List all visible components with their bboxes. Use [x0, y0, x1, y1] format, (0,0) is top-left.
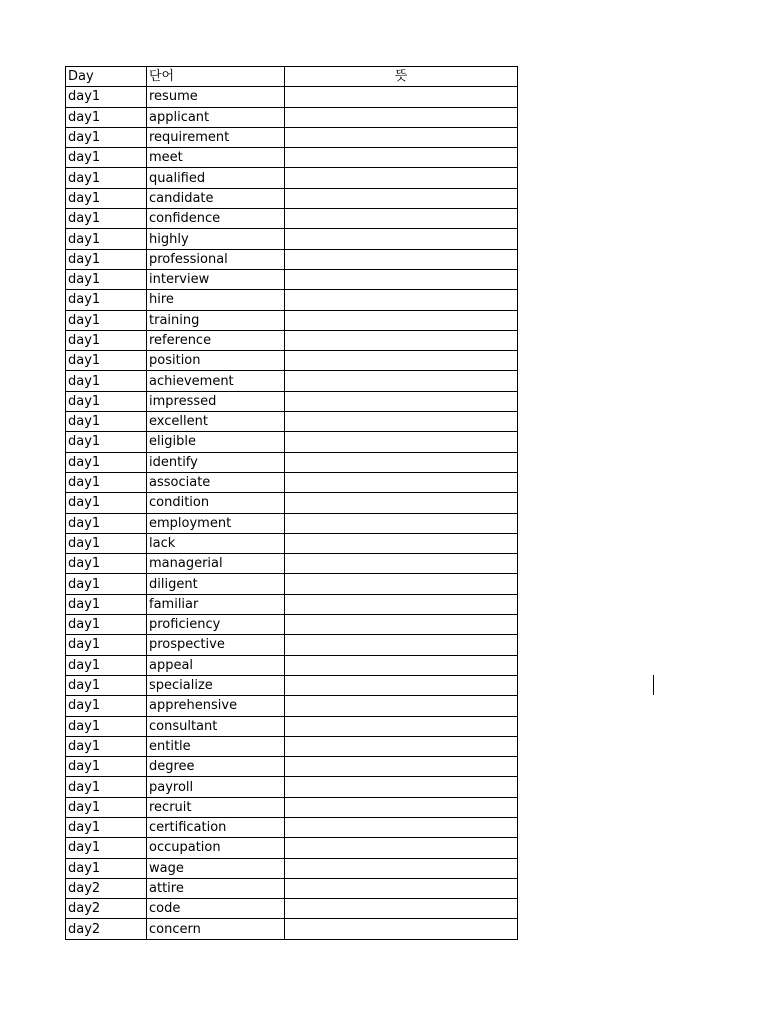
day-cell[interactable]: day2 [66, 878, 147, 898]
meaning-cell[interactable] [285, 412, 518, 432]
day-cell[interactable]: day1 [66, 838, 147, 858]
day-cell[interactable]: day1 [66, 493, 147, 513]
day-cell[interactable]: day1 [66, 371, 147, 391]
table-row [66, 269, 518, 289]
word-cell[interactable]: professional [147, 249, 285, 269]
table-row [66, 493, 518, 513]
word-cell[interactable]: lack [147, 533, 285, 553]
table-row [66, 878, 518, 898]
meaning-cell[interactable] [285, 878, 518, 898]
table-row [66, 817, 518, 837]
word-cell[interactable]: degree [147, 757, 285, 777]
meaning-cell[interactable] [285, 858, 518, 878]
day-cell[interactable]: day1 [66, 655, 147, 675]
table-row [66, 919, 518, 939]
word-cell[interactable]: managerial [147, 554, 285, 574]
meaning-cell[interactable] [285, 615, 518, 635]
meaning-cell[interactable] [285, 554, 518, 574]
table-row [66, 533, 518, 553]
word-cell[interactable]: condition [147, 493, 285, 513]
day-cell[interactable]: day1 [66, 168, 147, 188]
day-cell[interactable]: day1 [66, 817, 147, 837]
table-row [66, 797, 518, 817]
meaning-cell[interactable] [285, 168, 518, 188]
table-row [66, 675, 518, 695]
table-row [66, 290, 518, 310]
word-cell[interactable]: familiar [147, 594, 285, 614]
word-cell[interactable]: employment [147, 513, 285, 533]
day-cell[interactable]: day1 [66, 858, 147, 878]
table-row [66, 655, 518, 675]
word-cell[interactable]: proficiency [147, 615, 285, 635]
day-cell[interactable]: day1 [66, 472, 147, 492]
table-row [66, 472, 518, 492]
meaning-cell[interactable] [285, 188, 518, 208]
word-cell[interactable]: training [147, 310, 285, 330]
meaning-cell[interactable] [285, 675, 518, 695]
table-row [66, 757, 518, 777]
day-cell[interactable]: day1 [66, 777, 147, 797]
table-row [66, 452, 518, 472]
table-row [66, 209, 518, 229]
day-cell[interactable]: day1 [66, 87, 147, 107]
day-cell[interactable]: day1 [66, 188, 147, 208]
table-row [66, 127, 518, 147]
word-cell[interactable]: payroll [147, 777, 285, 797]
day-cell[interactable]: day1 [66, 290, 147, 310]
word-cell[interactable]: position [147, 351, 285, 371]
meaning-cell[interactable] [285, 290, 518, 310]
day-cell[interactable]: day1 [66, 229, 147, 249]
meaning-cell[interactable] [285, 899, 518, 919]
table-row [66, 249, 518, 269]
vocabulary-table [65, 66, 518, 940]
meaning-cell[interactable] [285, 655, 518, 675]
word-cell[interactable]: eligible [147, 432, 285, 452]
word-cell[interactable]: excellent [147, 412, 285, 432]
word-cell[interactable]: achievement [147, 371, 285, 391]
day-cell[interactable]: day1 [66, 757, 147, 777]
meaning-cell[interactable] [285, 472, 518, 492]
day-cell[interactable]: day1 [66, 127, 147, 147]
word-cell[interactable]: interview [147, 269, 285, 289]
table-row [66, 736, 518, 756]
word-cell[interactable]: occupation [147, 838, 285, 858]
meaning-cell[interactable] [285, 716, 518, 736]
day-cell[interactable]: day1 [66, 330, 147, 350]
word-cell[interactable]: entitle [147, 736, 285, 756]
meaning-cell[interactable] [285, 269, 518, 289]
table-row [66, 371, 518, 391]
word-cell[interactable]: specialize [147, 675, 285, 695]
day-cell[interactable]: day2 [66, 919, 147, 939]
meaning-cell[interactable] [285, 817, 518, 837]
table-row [66, 594, 518, 614]
table-row [66, 635, 518, 655]
word-cell[interactable]: attire [147, 878, 285, 898]
day-cell[interactable]: day1 [66, 574, 147, 594]
meaning-cell[interactable] [285, 513, 518, 533]
day-cell[interactable]: day1 [66, 452, 147, 472]
table-row [66, 229, 518, 249]
meaning-cell[interactable] [285, 452, 518, 472]
table-row [66, 838, 518, 858]
table-row [66, 310, 518, 330]
day-cell[interactable]: day1 [66, 594, 147, 614]
word-cell[interactable]: associate [147, 472, 285, 492]
header-day: Day [66, 67, 147, 87]
meaning-cell[interactable] [285, 757, 518, 777]
word-cell[interactable]: identify [147, 452, 285, 472]
day-cell[interactable]: day2 [66, 899, 147, 919]
word-cell[interactable]: hire [147, 290, 285, 310]
day-cell[interactable]: day1 [66, 635, 147, 655]
header-word: 단어 [147, 67, 285, 87]
header-meaning: 뜻 [285, 67, 518, 87]
table-row [66, 858, 518, 878]
word-cell[interactable]: consultant [147, 716, 285, 736]
word-cell[interactable]: confidence [147, 209, 285, 229]
table-row [66, 391, 518, 411]
meaning-cell[interactable] [285, 493, 518, 513]
word-cell[interactable]: prospective [147, 635, 285, 655]
table-row [66, 188, 518, 208]
table-row [66, 777, 518, 797]
day-cell[interactable]: day1 [66, 351, 147, 371]
table-row [66, 148, 518, 168]
table-row [66, 899, 518, 919]
meaning-cell[interactable] [285, 87, 518, 107]
table-header-row [66, 67, 518, 87]
table-row [66, 330, 518, 350]
word-cell[interactable]: qualified [147, 168, 285, 188]
word-cell[interactable]: reference [147, 330, 285, 350]
meaning-cell[interactable] [285, 310, 518, 330]
meaning-cell[interactable] [285, 838, 518, 858]
meaning-cell[interactable] [285, 432, 518, 452]
meaning-cell[interactable] [285, 777, 518, 797]
day-cell[interactable]: day1 [66, 148, 147, 168]
day-cell[interactable]: day1 [66, 615, 147, 635]
day-cell[interactable]: day1 [66, 107, 147, 127]
word-cell[interactable]: concern [147, 919, 285, 939]
meaning-cell[interactable] [285, 574, 518, 594]
word-cell[interactable]: resume [147, 87, 285, 107]
word-cell[interactable]: wage [147, 858, 285, 878]
day-cell[interactable]: day1 [66, 310, 147, 330]
day-cell[interactable]: day1 [66, 412, 147, 432]
table-row [66, 716, 518, 736]
table-row [66, 168, 518, 188]
word-cell[interactable]: apprehensive [147, 696, 285, 716]
meaning-cell[interactable] [285, 107, 518, 127]
table-row [66, 554, 518, 574]
table-row [66, 107, 518, 127]
word-cell[interactable]: applicant [147, 107, 285, 127]
meaning-cell[interactable] [285, 229, 518, 249]
day-cell[interactable]: day1 [66, 432, 147, 452]
day-cell[interactable]: day1 [66, 391, 147, 411]
meaning-cell[interactable] [285, 371, 518, 391]
meaning-cell[interactable] [285, 696, 518, 716]
word-cell[interactable]: requirement [147, 127, 285, 147]
text-cursor [653, 675, 654, 695]
meaning-cell[interactable] [285, 209, 518, 229]
word-cell[interactable]: candidate [147, 188, 285, 208]
day-cell[interactable]: day1 [66, 716, 147, 736]
meaning-cell[interactable] [285, 391, 518, 411]
meaning-cell[interactable] [285, 148, 518, 168]
table-row [66, 615, 518, 635]
meaning-cell[interactable] [285, 249, 518, 269]
meaning-cell[interactable] [285, 797, 518, 817]
table-row [66, 432, 518, 452]
table-row [66, 351, 518, 371]
meaning-cell[interactable] [285, 736, 518, 756]
table-row [66, 87, 518, 107]
table-row [66, 412, 518, 432]
word-cell[interactable]: diligent [147, 574, 285, 594]
day-cell[interactable]: day1 [66, 797, 147, 817]
day-cell[interactable]: day1 [66, 249, 147, 269]
word-cell[interactable]: meet [147, 148, 285, 168]
meaning-cell[interactable] [285, 330, 518, 350]
table-body [66, 87, 518, 939]
word-cell[interactable]: code [147, 899, 285, 919]
day-cell[interactable]: day1 [66, 696, 147, 716]
day-cell[interactable]: day1 [66, 533, 147, 553]
word-cell[interactable]: appeal [147, 655, 285, 675]
table-row [66, 696, 518, 716]
day-cell[interactable]: day1 [66, 736, 147, 756]
table-row [66, 574, 518, 594]
day-cell[interactable]: day1 [66, 675, 147, 695]
word-cell[interactable]: recruit [147, 797, 285, 817]
day-cell[interactable]: day1 [66, 209, 147, 229]
word-cell[interactable]: impressed [147, 391, 285, 411]
word-cell[interactable]: certification [147, 817, 285, 837]
meaning-cell[interactable] [285, 351, 518, 371]
meaning-cell[interactable] [285, 635, 518, 655]
table-row [66, 513, 518, 533]
word-cell[interactable]: highly [147, 229, 285, 249]
day-cell[interactable]: day1 [66, 269, 147, 289]
meaning-cell[interactable] [285, 594, 518, 614]
day-cell[interactable]: day1 [66, 554, 147, 574]
meaning-cell[interactable] [285, 533, 518, 553]
day-cell[interactable]: day1 [66, 513, 147, 533]
meaning-cell[interactable] [285, 919, 518, 939]
meaning-cell[interactable] [285, 127, 518, 147]
